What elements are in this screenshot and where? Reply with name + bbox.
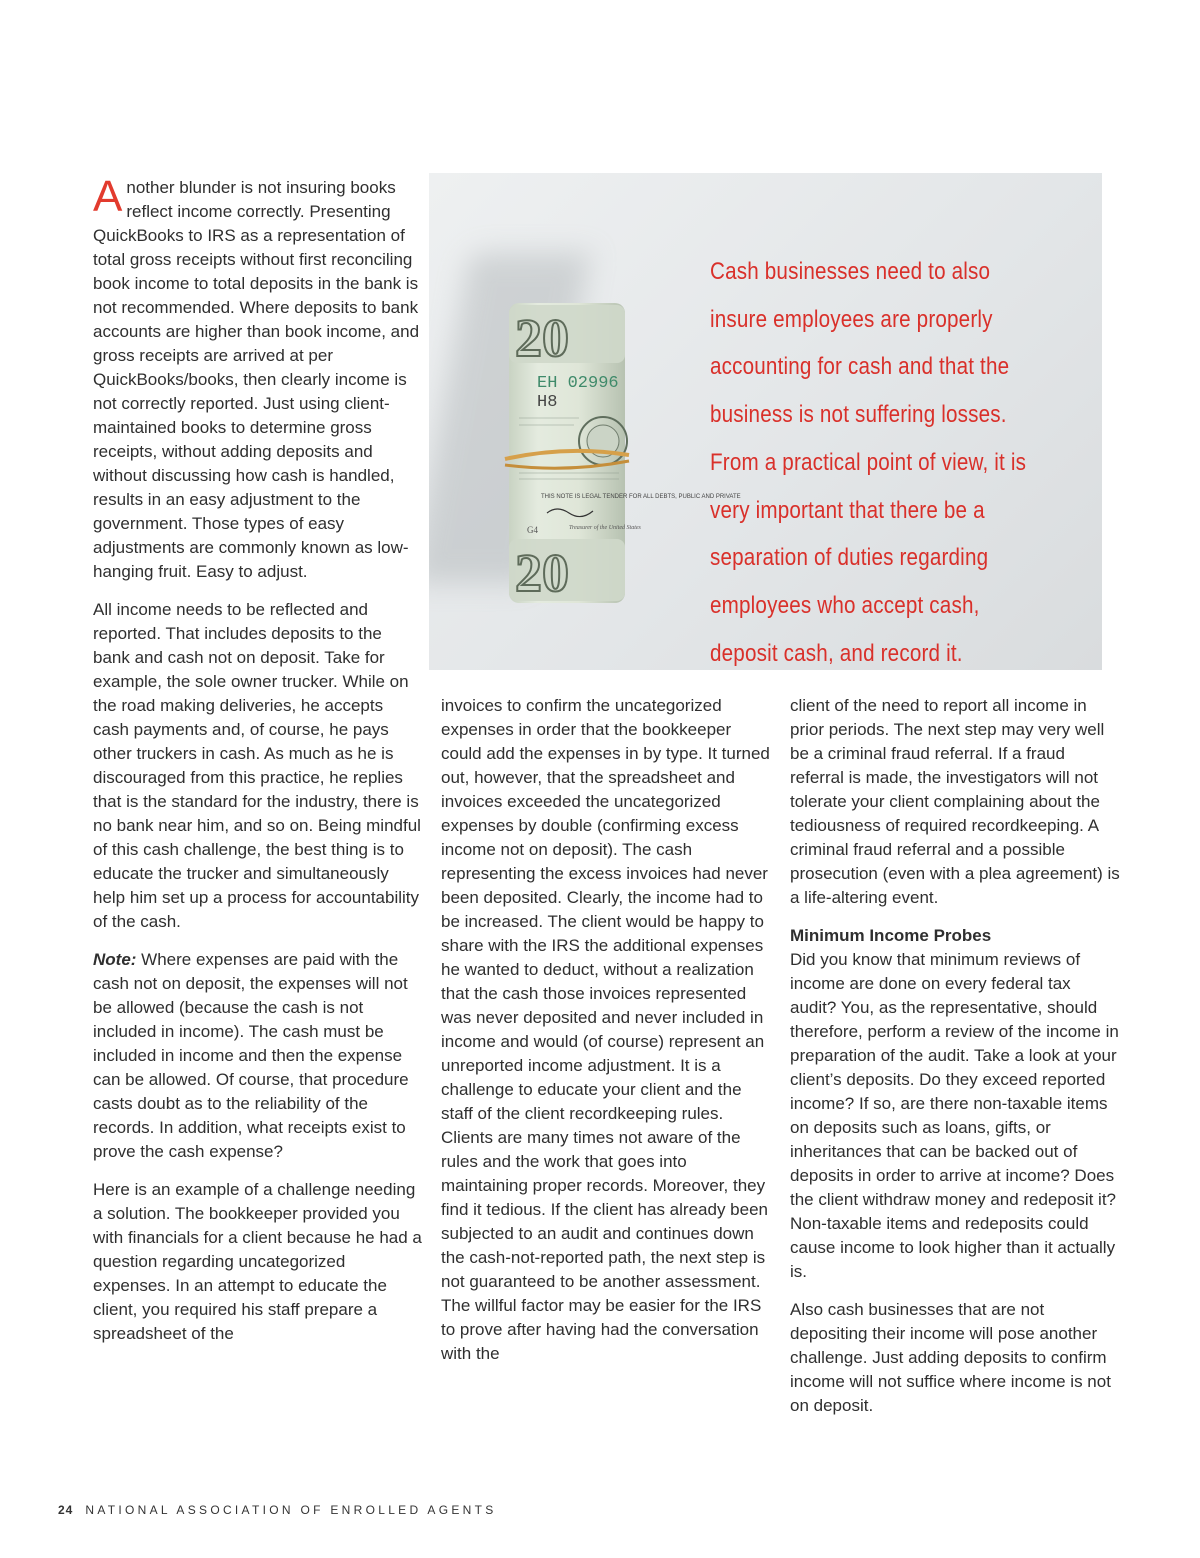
paragraph-trucker: All income needs to be reflected and reported. That includes deposits to the bank and cash not on deposit. Take for example, the sole owner trucker. While on the road making deliveries, he accepts cash payments and, of course, he pays other truckers in cash. As much as he is discouraged from this practice, he replies that is the standard for the industry, there is no bank near him, and so on. Being mindful of this cash challenge, the best thing is to educate the trucker and simultaneously help him set up a process for accountability of the cash.	[93, 600, 421, 931]
paragraph-challenge: Here is an example of a challenge needing a solution. The bookkeeper provided you with financials for a client because he had a question regarding uncategorized expenses. In an attempt to educate the client, you required his staff prepare a spreadsheet of the	[93, 1180, 422, 1343]
note-text: Where expenses are paid with the cash not on deposit, the expenses will not be allowed (because the cash is not included in income). The cash must be included in income and then the expense can be allowed. Of course, that procedure casts doubt as to the reliability of the records. In addition, what receipts exist to prove the cash expense?	[93, 950, 409, 1161]
article-column-1	[93, 172, 423, 1360]
paragraph-minimum-income: Did you know that minimum reviews of income are done on every federal tax audit? You, as the representative, should therefore, perform a review of the income in preparation of the audit. Take a look at your client’s deposits. Do they exceed reported income? If so, are there non-taxable items on deposits such as loans, gifts, or inheritances that can be backed out of deposits in order to arrive at income? Does the client withdraw money and redeposit it? Non-taxable items and redeposits could cause income to look higher than it actually is.	[790, 950, 1119, 1281]
paragraph-invoices: invoices to confirm the uncategorized expenses in order that the bookkeeper could add the expenses in by type. It turned out, however, that the spreadsheet and invoices exceeded the uncategorized expenses by double (confirming excess income not on deposit). The cash representing the excess invoices had never been deposited. Clearly, the income had to be increased. The client would be happy to share with the IRS the additional expenses he wanted to deduct, without a realization that the cash those invoices represented was never deposited and never included in income and would (of course) represent an unreported income adjustment. It is a challenge to educate your client and the staff of the client recordkeeping rules. Clients are many times not aware of the rules and the work that goes into maintaining proper records. Moreover, they find it tedious. If the client has already been subjected to an audit and continues down the cash-not-reported path, the next step is not guaranteed to be another assessment. The willful factor may be easier for the IRS to prove after having had the conversation with the	[441, 696, 770, 1363]
page-number: 24	[58, 1503, 74, 1517]
plate-letter: G4	[527, 525, 538, 535]
paragraph-cash-businesses: Also cash businesses that are not depositing their income will pose another challenge. Just adding deposits to confirm income will not suffice where income is not on deposit.	[790, 1300, 1111, 1415]
subhead-minimum-income-probes: Minimum Income Probes	[790, 926, 992, 945]
section-minimum-income	[790, 924, 1120, 1284]
denomination-bottom: 20	[515, 543, 569, 603]
article-column-2	[441, 694, 771, 1380]
article-column-3	[790, 694, 1120, 1432]
dropcap: A	[93, 172, 123, 221]
note-label: Note:	[93, 950, 137, 969]
denomination-top: 20	[515, 308, 569, 368]
paragraph-note	[93, 948, 423, 1164]
paragraph-fraud-referral: client of the need to report all income in prior periods. The next step may very well be a criminal fraud referral. If a fraud referral is made, the investigators will not tolerate your client complaining about the tediousness of required recordkeeping. A criminal fraud referral and a possible prosecution (even with a plea agreement) is a life-altering event.	[790, 696, 1120, 907]
pull-quote: Cash businesses need to also insure employees are properly accounting for cash and that the business is not suffering losses. From a practical point of view, it is very important that there be a separation of duties regarding employees who accept cash, deposit cash, and record it.	[710, 258, 1027, 667]
legal-tender-text: THIS NOTE IS LEGAL TENDER FOR ALL DEBTS, PUBLIC AND PRIVATE	[541, 494, 741, 500]
intro-paragraph-text: nother blunder is not insuring books reflect income correctly. Presenting QuickBooks to IRS as a representation of total gross receipts without first reconciling book income to total deposits in the bank is not recommended. Where deposits to bank accounts are higher than book income, and gross receipts are arrived at per QuickBooks/books, then clearly income is not correctly reported. Just using client-maintained books to determine gross receipts, without adding deposits and without discussing how cash is handled, results in an easy adjustment to the government. Those types of easy adjustments are commonly known as low-hanging fruit. Easy to adjust.	[93, 178, 420, 581]
serial-number: EH 02996	[537, 374, 619, 393]
serial-sub: H8	[537, 393, 558, 412]
publication-name: NATIONAL ASSOCIATION OF ENROLLED AGENTS	[85, 1503, 497, 1517]
page-footer	[58, 1503, 497, 1517]
treasurer-text: Treasurer of the United States	[569, 525, 641, 531]
intro-paragraph	[93, 172, 423, 584]
